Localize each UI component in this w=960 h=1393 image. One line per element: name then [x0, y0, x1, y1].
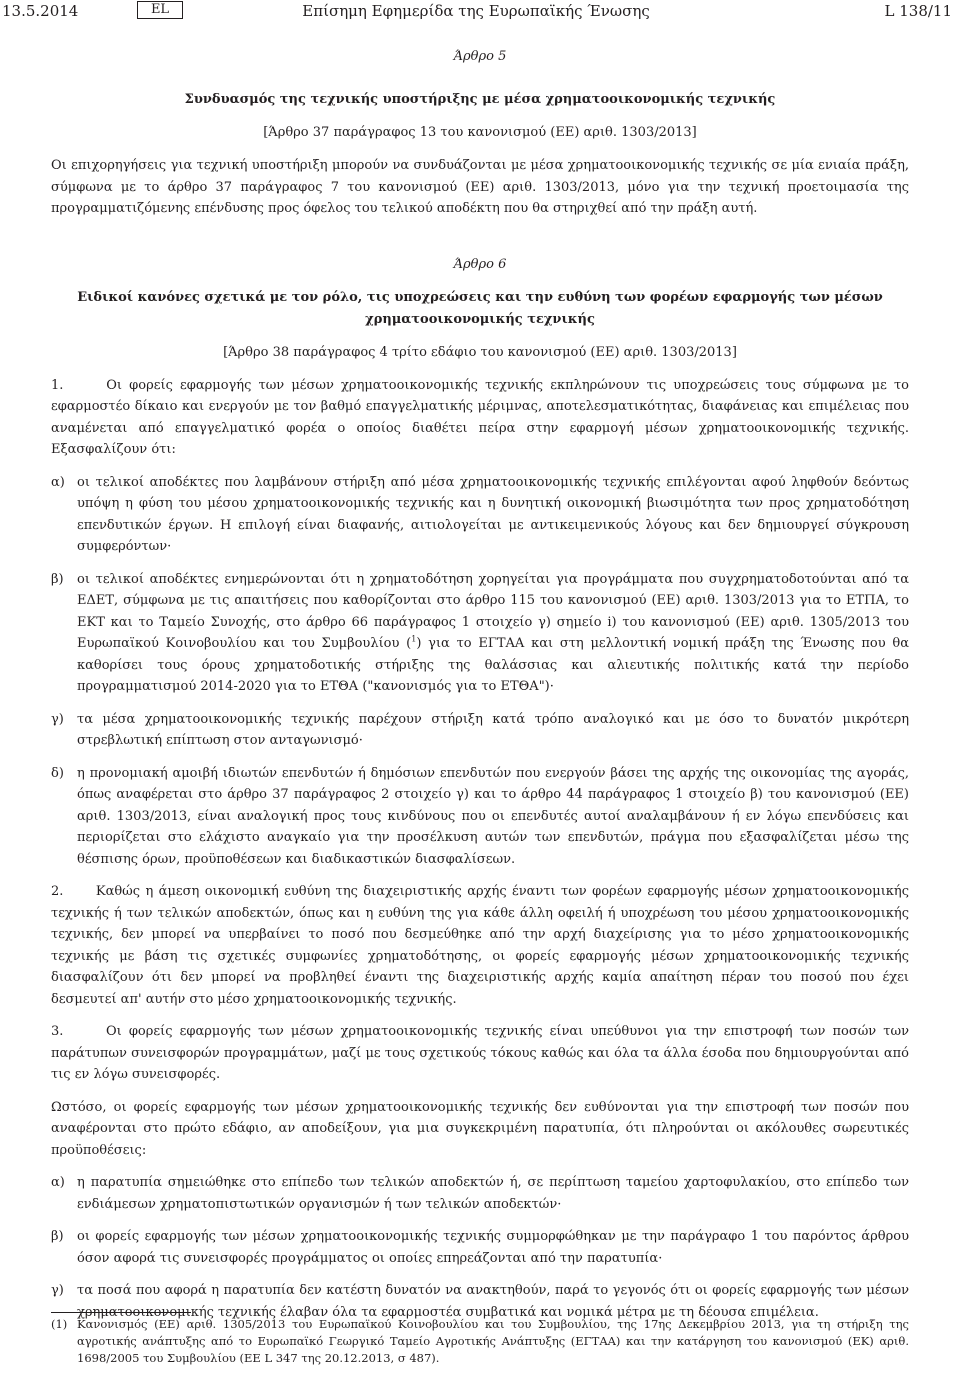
item-text: τα μέσα χρηματοοικονομικής τεχνικής παρέχουν στήριξη κατά τρόπο αναλογικό και με όσο το δυνατόν μικρότερη στρεβλωτική επίπτωση στον ανταγωνισμό·	[77, 711, 909, 748]
item-text: ) για το ΕΓΤΑΑ και στη μελλοντική νομική πράξη της Ένωσης που θα καθορίσει τους όρους χρηματοδοτικής στήριξης της θαλάσσιας και αλιευτικής πολιτικής κατά την περίοδο προγραμματισμού 2014-2020 για το ΕΤΘΑ ("κανονισμός για το ΕΤΘΑ")·	[77, 636, 909, 694]
article-6-paragraph-3-subparagraph: Ωστόσο, οι φορείς εφαρμογής των μέσων χρηματοοικονομικής τεχνικής δεν ευθύνονται για την επιστροφή των ποσών που αναφέρονται στο πρώτο εδάφιο, αν αποδείξουν, για μια συγκεκριμένη παρατυπία, ότι πληρούνται οι ακόλουθες σωρευτικές προϋποθέσεις:	[51, 1099, 909, 1158]
article-5-title: Άρθρο 5	[453, 49, 507, 64]
list-item	[51, 1172, 909, 1215]
article-6-paragraph-1	[51, 375, 909, 461]
article-5-heading: Συνδυασμός της τεχνικής υποστήριξης με μέσα χρηματοοικονομικής τεχνικής	[184, 92, 776, 107]
paragraph-text: Καθώς η άμεση οικονομική ευθύνη της διαχειριστικής αρχής έναντι των φορέων εφαρμογής μέσων χρηματοοικονομικής τεχνικής ή των τελικών αποδεκτών, όπως και η ευθύνη της για κάθε άλλη οφειλή ή υποχρέωση του μέσου χρηματοοικονομικής τεχνικής, δεν μπορεί να υπερβαίνει το ποσό που δεσμεύθηκε από την αρχή διαχείρισης για το μέσο χρηματοοικονομικής τεχνικής με βάση τις σχετικές συμφωνίες χρηματοδότησης, οι φορείς εφαρμογής μέσων χρηματοοικονομικής τεχνικής διασφαλίζουν ότι δεν μπορεί να προβληθεί έναντι της διαχειριστικής αρχής καμία απαίτηση πέραν του ποσού που έχει δεσμευτεί απ' αυτήν στο μέσο χρηματοοικονομικής τεχνικής.	[51, 884, 909, 1007]
paragraph-number: 2.	[51, 884, 64, 899]
item-text: η παρατυπία σημειώθηκε στο επίπεδο των τελικών αποδεκτών ή, σε περίπτωση ταμείου χαρτοφυλακίου, στο επίπεδο των ενδιάμεσων χρηματοπιστωτικών οργανισμών ή των τελικών αποδεκτών·	[77, 1175, 909, 1212]
item-marker: γ)	[51, 1283, 64, 1298]
item-marker: β)	[51, 1229, 64, 1244]
item-text: οι φορείς εφαρμογής των μέσων χρηματοοικονομικής τεχνικής συμμορφώθηκαν με την παράγραφο 1 του παρόντος άρθρου όσον αφορά τις συνεισφορές προγράμματος οι οποίες επηρεάζονται από την παρατυπία·	[77, 1229, 909, 1266]
article-6-paragraph-3	[51, 1021, 909, 1086]
header-date: 13.5.2014	[2, 2, 79, 20]
article-6-title: Άρθρο 6	[453, 256, 507, 272]
footnote-reference: 1	[411, 634, 417, 644]
paragraph-number: 1.	[51, 377, 64, 393]
paragraph-number: 3.	[51, 1024, 64, 1039]
list-item	[51, 569, 909, 698]
paragraph-text: Οι φορείς εφαρμογής των μέσων χρηματοοικονομικής τεχνικής εκπληρώνουν τις υποχρεώσεις τους σύμφωνα με το εφαρμοστέο δίκαιο και ενεργούν με τον βαθμό επαγγελματικής μέριμνας, αποτελεσματικότητας, διαφάνειας και επιμέλειας που αναμένεται από επαγγελματικό φορέα ο οποίος διαθέτει πείρα στην εφαρμογή μέσων χρηματοοικονομικής τεχνικής. Εξασφαλίζουν ότι:	[51, 377, 909, 457]
article-6-heading: Ειδικοί κανόνες σχετικά με τον ρόλο, τις υποχρεώσεις και την ευθύνη των φορέων εφαρμογής των μέσων χρηματοοικονομικής τεχνικής	[77, 289, 883, 327]
item-marker: β)	[51, 571, 64, 587]
footnote-item	[51, 1316, 909, 1367]
footnote-rule	[51, 1312, 191, 1313]
item-text: οι τελικοί αποδέκτες ενημερώνονται ότι η χρηματοδότηση χορηγείται για προγράμματα που συγχρηματοδοτούνται από τα ΕΔΕΤ, σύμφωνα με τις απαιτήσεις που καθορίζονται στο άρθρο 115 του κανονισμού (ΕΕ) αριθ. 1303/2013 για το ΕΤΠΑ, το ΕΚΤ και το Ταμείο Συνοχής, στο άρθρο 66 παράγραφος 1 στοιχείο γ) σημείο i) του κανονισμού (ΕΕ) αριθ. 1305/2013 του Ευρωπαϊκού Κοινοβουλίου και του Συμβουλίου (	[77, 571, 909, 651]
language-badge: EL	[137, 1, 183, 19]
item-marker: γ)	[51, 711, 64, 727]
article-5-paragraph: Οι επιχορηγήσεις για τεχνική υποστήριξη μπορούν να συνδυάζονται με μέσα χρηματοοικονομικής τεχνικής σε μία ενιαία πράξη, σύμφωνα με το άρθρο 37 παράγραφος 7 του κανονισμού (ΕΕ) αριθ. 1303/2013, μόνο για την τεχνική προετοιμασία της προγραμματιζόμενης επένδυσης προς όφελος του τελικού αποδέκτη που θα στηριχθεί από την πράξη αυτή.	[51, 158, 909, 216]
footnote-text: Κανονισμός (ΕΕ) αριθ. 1305/2013 του Ευρωπαϊκού Κοινοβουλίου και του Συμβουλίου, της 17ης Δεκεμβρίου 2013, για τη στήριξη της αγροτικής ανάπτυξης από το Ευρωπαϊκό Γεωργικό Ταμείο Αγροτικής Ανάπτυξης (ΕΓΤΑΑ) και την κατάργηση του κανονισμού (ΕΚ) αριθ. 1698/2005 του Συμβουλίου (ΕΕ L 347 της 20.12.2013, σ 487).	[77, 1317, 909, 1365]
list-item	[51, 472, 909, 558]
item-marker: α)	[51, 1175, 65, 1190]
footnote-marker: (1)	[51, 1317, 68, 1331]
journal-title: Επίσημη Εφημερίδα της Ευρωπαϊκής Ένωσης	[302, 2, 650, 20]
item-marker: δ)	[51, 765, 64, 781]
footnote	[51, 1316, 909, 1367]
item-marker: α)	[51, 474, 65, 490]
article-6-paragraph-2	[51, 881, 909, 1010]
page-number: L 138/11	[884, 2, 952, 20]
article-6-reference: [Άρθρο 38 παράγραφος 4 τρίτο εδάφιο του κανονισμού (ΕΕ) αριθ. 1303/2013]	[223, 344, 737, 360]
list-item	[51, 1226, 909, 1269]
item-text: η προνομιακή αμοιβή ιδιωτών επενδυτών ή δημόσιων επενδυτών που ενεργούν βάσει της αρχής της οικονομίας της αγοράς, όπως αναφέρεται στο άρθρο 37 παράγραφος 2 στοιχείο γ) και το άρθρο 44 παράγραφος 1 στοιχείο β) του κανονισμού (ΕΕ) αριθ. 1303/2013, είναι αναλογική προς τους κινδύνους που οι επενδυτές αυτοί αναλαμβάνουν ή εν λόγω επενδύσεις και περιορίζεται στο ελάχιστο αναγκαίο για την προσέλκυση αυτών των επενδυτών, πράγμα που εξασφαλίζεται μέσω της θέσπισης όρων, προϋποθέσεων και διαδικαστικών διασφαλίσεων.	[77, 765, 909, 867]
document-body	[51, 46, 909, 1323]
paragraph-text: Οι φορείς εφαρμογής των μέσων χρηματοοικονομικής τεχνικής είναι υπεύθυνοι για την επιστροφή των ποσών των παράτυπων συνεισφορών προγραμμάτων, μαζί με τους σχετικούς τόκους καθώς και όλα τα άλλα έσοδα που δημιουργούνται από τις εν λόγω συνεισφορές.	[51, 1024, 910, 1082]
item-text: τα ποσά που αφορά η παρατυπία δεν κατέστη δυνατόν να ανακτηθούν, παρά το γεγονός ότι οι φορείς εφαρμογής των μέσων χρηματοοικονομικής τεχνικής έλαβαν όλα τα εφαρμοστέα συμβατικά και νομικά μέτρα με τη δέουσα επιμέλεια.	[77, 1283, 909, 1320]
page-header	[0, 0, 952, 24]
item-text: οι τελικοί αποδέκτες που λαμβάνουν στήριξη από μέσα χρηματοοικονομικής τεχνικής επιλέγονται αφού ληφθούν δεόντως υπόψη η φύση του μέσου χρηματοοικονομικής τεχνικής και η δυνητική οικονομική βιωσιμότητα των προς χρηματοδότηση επενδυτικών έργων. Η επιλογή είναι διαφανής, αιτιολογείται με αντικειμενικούς λόγους και δεν δημιουργεί σύγκρουση συμφερόντων·	[77, 474, 909, 554]
article-5-reference: [Άρθρο 37 παράγραφος 13 του κανονισμού (ΕΕ) αριθ. 1303/2013]	[263, 125, 697, 140]
list-item	[51, 709, 909, 752]
list-item	[51, 763, 909, 871]
